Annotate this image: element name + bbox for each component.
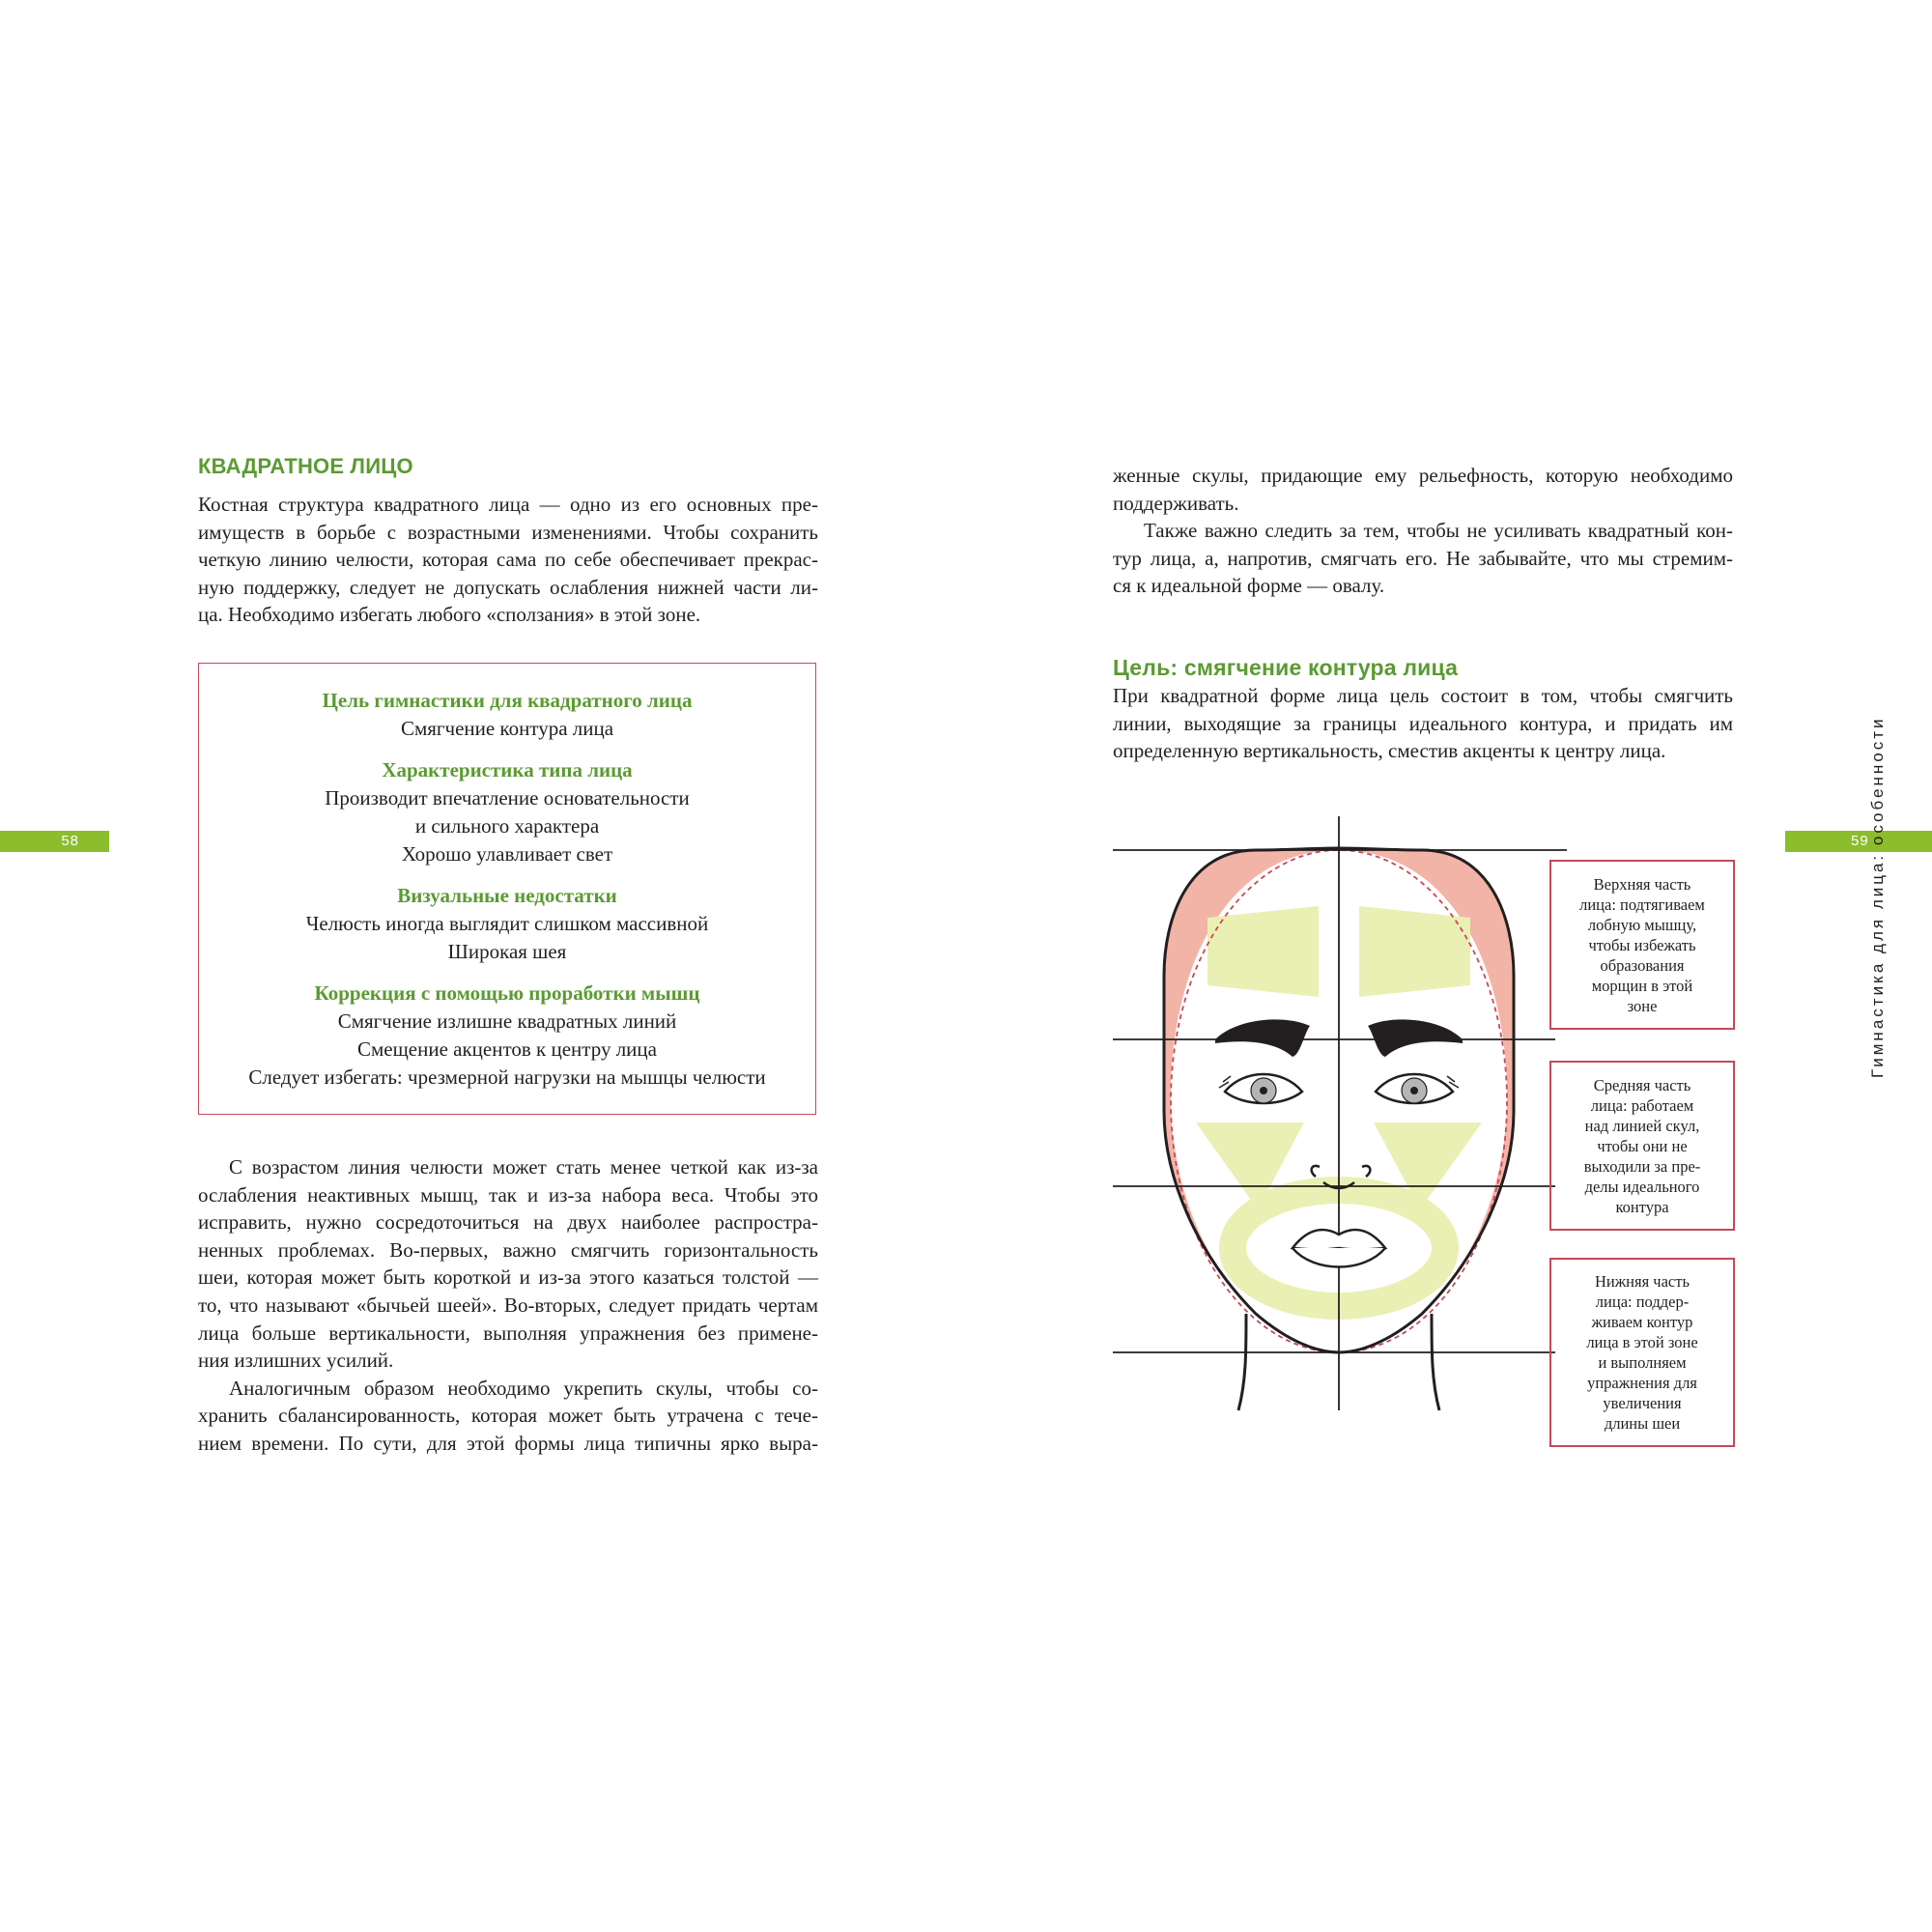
callout-middle-text: Средняя часть лица: работаем над линией скул, чтобы они не выходили за пре- делы идеального контура [1583,1075,1701,1216]
neck-outline [1432,1314,1439,1410]
correction-section [199,980,815,1092]
eyebrow-left [1215,1019,1310,1057]
para-line: С возрастом линия челюсти может стать менее четкой как из-за [229,1155,818,1179]
cont-line: Также важно следить за тем, чтобы не усиливать квадратный кон- [1144,519,1733,543]
cont-line: поддерживать. [1113,491,1239,515]
flaws-line: Широкая шея [447,940,567,963]
callout-middle [1549,1061,1735,1231]
lips [1293,1230,1385,1266]
intro-line: Костная структура квадратного лица — одно из его основных пре- [198,493,818,516]
eyebrow-right [1368,1019,1463,1057]
right-subheading: Цель: смягчение контура лица [1113,655,1459,680]
para-line: шеи, которая может быть короткой и из-за этого казаться толстой — [198,1265,818,1290]
correction-line: Смещение акцентов к центру лица [357,1037,657,1061]
para-line: исправить, нужно сосредоточиться на двух наиболее распростра- [198,1210,818,1235]
flaws-title: Визуальные недостатки [397,884,617,907]
left-heading: КВАДРАТНОЕ ЛИЦО [198,454,413,478]
goal-text-line: определенную вертикальность, сместив акценты к центру лица. [1113,739,1666,763]
neck-outline [1238,1314,1246,1410]
intro-line: четкую линию челюсти, которая сама по себе обеспечивает прекрас- [198,548,818,572]
page-number-label: 59 [1851,833,1869,849]
para-line: то, что называют «бычьей шеей». Во-вторых, следует придать чертам [198,1293,818,1317]
para-line: ослабления неактивных мышц, так и из-за набора веса. Чтобы это [198,1182,818,1207]
callout-upper-text: Верхняя часть лица: подтягиваем лобную мышцу, чтобы избежать образования морщин в этой зоне [1579,874,1705,1015]
callout-upper [1549,860,1735,1030]
intro-line: имуществ в борьбе с возрастными изменениями. Чтобы сохранить [198,520,818,544]
intro-paragraph [198,491,818,629]
intro-line: ца. Необходимо избегать любого «сползания» в этой зоне. [198,603,701,627]
type-title: Характеристика типа лица [382,758,633,781]
correction-line: Следует избегать: чрезмерной нагрузки на мышцы челюсти [248,1065,766,1089]
goal-title: Цель гимнастики для квадратного лица [322,689,693,712]
callout-lower [1549,1258,1735,1447]
body-paragraphs [198,1153,818,1458]
face-illustration [1111,811,1575,1420]
callout-lower-text: Нижняя часть лица: поддер- живаем контур лица в этой зоне и выполняем упражнения для увеличения длины шеи [1586,1272,1698,1433]
type-line: Производит впечатление основательности [325,786,690,810]
goal-line: Смягчение контура лица [400,717,614,740]
para-line: нием времени. По сути, для этой формы лица типичны ярко выра- [198,1431,818,1455]
page-number-label: 58 [61,833,79,849]
goal-text-line: При квадратной форме лица цель состоит в том, чтобы смягчить [1113,684,1733,707]
forehead-zone-right [1359,906,1470,997]
forehead-zone-left [1208,906,1319,997]
pink-zones [1111,811,1575,1420]
cont-line: ся к идеальной форме — овалу. [1113,574,1385,598]
para-line: хранить сбалансированность, которая может быть утрачена с тече- [198,1404,818,1428]
para-line: лица больше вертикальности, выполняя упражнения без примене- [198,1321,818,1345]
goal-text-line: линии, выходящие за границы идеального контура, и придать им [1113,711,1733,735]
correction-line: Смягчение излишне квадратных линий [337,1009,677,1033]
para-line: ненных проблемах. Во-первых, важно смягчить горизонтальность [198,1237,818,1262]
running-title [1855,541,1913,1082]
eye-right [1376,1074,1459,1103]
para-line: ния излишних усилий. [198,1349,394,1373]
goal-section [199,687,815,743]
page-number-left [0,831,109,852]
para-line: Аналогичным образом необходимо укрепить скулы, чтобы со- [229,1376,818,1400]
running-title-text: Гимнастика для лица: особенности [1868,716,1887,1078]
flaws-section [199,882,815,966]
intro-line: ную поддержку, следует не допускать ослабления нижней части ли- [198,575,818,599]
summary-box [198,663,816,1115]
cont-line: женные скулы, придающие ему рельефность, которую необходимо [1113,464,1733,487]
type-line: и сильного характера [414,814,600,838]
correction-title: Коррекция с помощью проработки мышц [314,981,700,1005]
goal-paragraph [1113,682,1733,765]
type-section [199,756,815,868]
cont-line: тур лица, а, напротив, смягчать его. Не забывайте, что мы стремим- [1113,546,1733,570]
flaws-line: Челюсть иногда выглядит слишком массивной [305,912,709,935]
eye-left [1219,1074,1302,1103]
continuation-paragraph [1113,462,1733,600]
type-line: Хорошо улавливает свет [401,842,613,866]
